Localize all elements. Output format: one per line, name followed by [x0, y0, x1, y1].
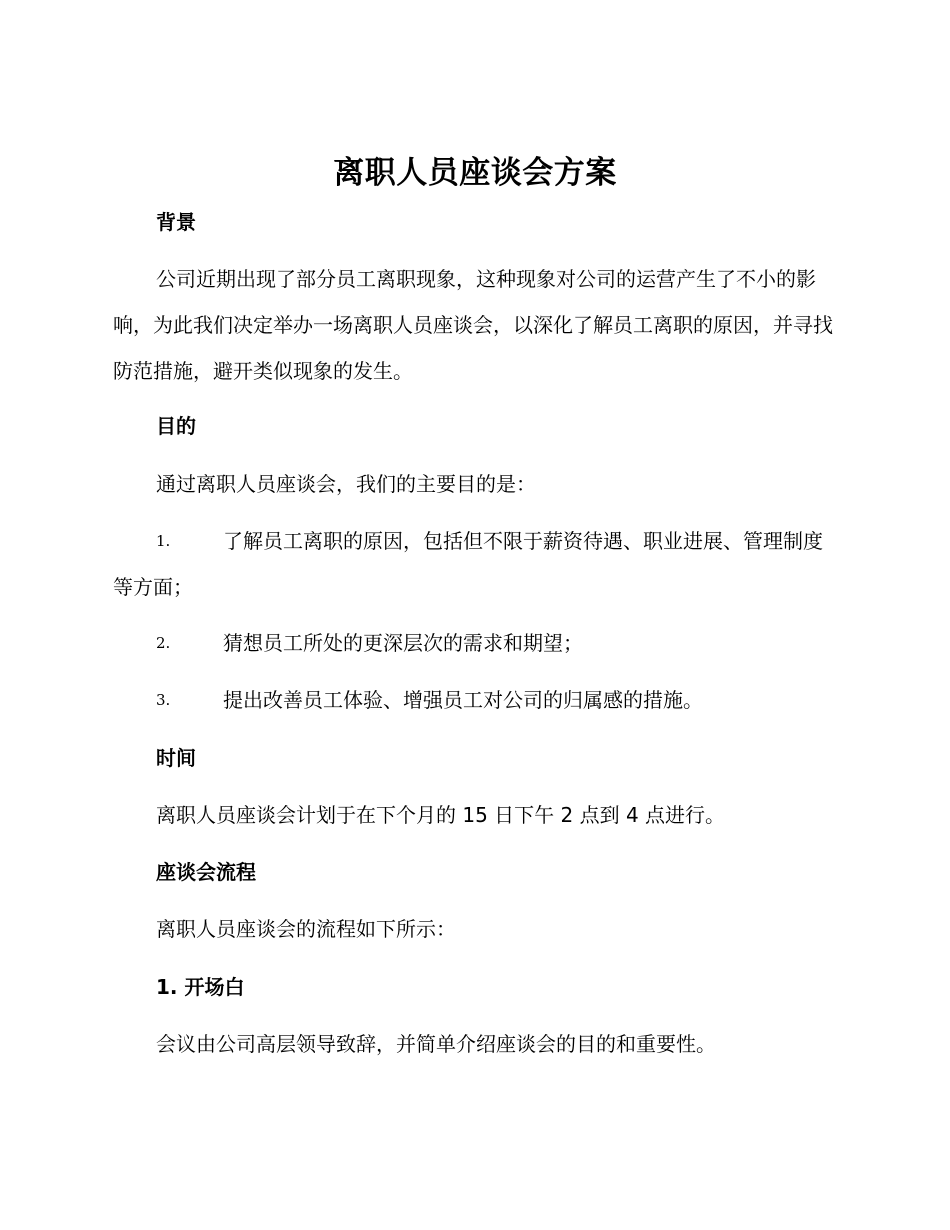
process-intro: 离职人员座谈会的流程如下所示：	[156, 917, 456, 941]
list-item-text: 了解员工离职的原因，包括但不限于薪资待遇、职业进展、管理制度等方面；	[113, 529, 823, 599]
step-1-paragraph: 会议由公司高层领导致辞，并简单介绍座谈会的目的和重要性。	[156, 1032, 716, 1056]
list-item-text: 猜想员工所处的更深层次的需求和期望；	[223, 631, 583, 655]
list-item-text: 提出改善员工体验、增强员工对公司的归属感的措施。	[223, 688, 703, 712]
list-number: 1.	[156, 532, 171, 550]
heading-step-1: 1. 开场白	[156, 975, 245, 999]
list-number: 3.	[156, 691, 171, 709]
time-paragraph: 离职人员座谈会计划于在下个月的 15 日下午 2 点到 4 点进行。	[156, 803, 726, 827]
heading-time: 时间	[156, 746, 196, 770]
purpose-list-item-1	[113, 518, 837, 610]
heading-background: 背景	[156, 210, 196, 234]
purpose-list-item-3	[113, 677, 837, 723]
heading-purpose: 目的	[156, 414, 196, 438]
purpose-intro: 通过离职人员座谈会，我们的主要目的是：	[156, 472, 536, 496]
heading-process: 座谈会流程	[156, 860, 256, 884]
background-paragraph: 公司近期出现了部分员工离职现象，这种现象对公司的运营产生了不小的影响，为此我们决定举办一场离职人员座谈会，以深化了解员工离职的原因，并寻找防范措施，避开类似现象的发生。	[113, 267, 833, 383]
document-title: 离职人员座谈会方案	[333, 155, 617, 191]
purpose-list-item-2	[113, 620, 837, 666]
list-number: 2.	[156, 634, 171, 652]
